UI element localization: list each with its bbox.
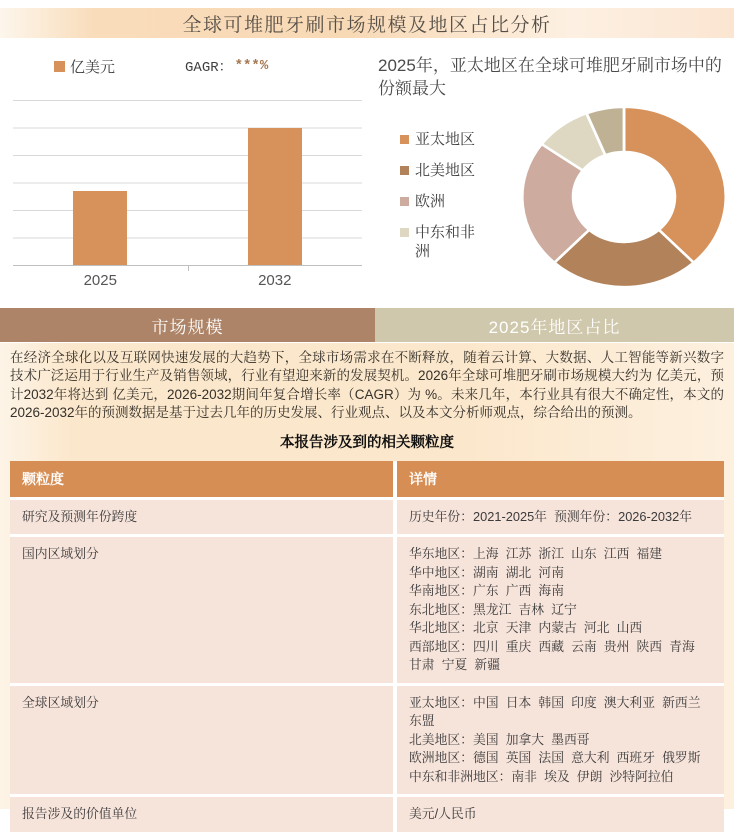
bar-2025 [73, 191, 127, 265]
detail-line: 北美地区：美国 加拿大 墨西哥 [409, 731, 590, 747]
legend-swatch-icon [400, 197, 409, 206]
detail-line: 中东和非洲地区：南非 埃及 伊朗 沙特阿拉伯 [409, 768, 674, 784]
row-name-cell: 国内区域划分 [10, 536, 395, 685]
bar-2032 [248, 128, 302, 265]
header-cell-granularity: 颗粒度 [10, 461, 395, 499]
row-name-cell: 全球区域划分 [10, 684, 395, 796]
granularity-table [10, 461, 724, 835]
table-row [10, 796, 724, 834]
market-size-bar-chart [0, 54, 372, 306]
pie-legend-item: 欧洲 [400, 192, 516, 211]
header-cell-detail: 详情 [395, 461, 724, 499]
legend-swatch-icon [400, 135, 409, 144]
bar-plot-area [13, 100, 362, 266]
row-detail-cell [395, 796, 724, 834]
legend-swatch-icon [400, 166, 409, 175]
donut-chart [516, 104, 732, 290]
page-title: 全球可堆肥牙刷市场规模及地区占比分析 [182, 14, 552, 36]
pie-legend [400, 130, 516, 290]
table-row [10, 498, 724, 536]
detail-line: 东北地区：黑龙江 吉林 辽宁 [409, 601, 577, 617]
donut-svg [519, 104, 729, 290]
table-row [10, 536, 724, 685]
pie-legend-item: 亚太地区 [400, 130, 516, 149]
detail-line: 历史年份：2021-2025年 预测年份：2026-2032年 [409, 508, 693, 524]
report-content [0, 343, 734, 822]
tab-region-share-2025[interactable]: 2025年地区占比 [375, 308, 734, 342]
detail-line: 欧洲地区：德国 英国 法国 意大利 西班牙 俄罗斯 [409, 750, 701, 766]
detail-line: 华北地区：北京 天津 内蒙古 河北 山西 [409, 620, 643, 636]
x-label-2032: 2032 [258, 272, 292, 289]
legend-swatch-icon [400, 228, 409, 237]
row-name-cell: 报告涉及的价值单位 [10, 796, 395, 834]
detail-line: 西部地区：四川 重庆 西藏 云南 贵州 陕西 青海 甘肃 宁夏 新疆 [409, 638, 702, 673]
table-row [10, 684, 724, 796]
x-label-2025: 2025 [83, 272, 117, 289]
title-band [0, 8, 734, 38]
cagr-value: ***% [234, 58, 269, 74]
row-name-cell: 研究及预测年份跨度 [10, 498, 395, 536]
granularity-table-title: 本报告涉及到的相关颗粒度 [280, 434, 454, 451]
region-share-pie-chart [372, 54, 734, 306]
tab-bar [0, 308, 734, 342]
pie-legend-item: 北美地区 [400, 161, 516, 180]
row-detail-cell [395, 684, 724, 796]
detail-line: 华中地区：湖南 湖北 河南 [409, 564, 564, 580]
table-header-row [10, 461, 724, 499]
charts-row [0, 54, 734, 306]
bar-chart-legend [0, 54, 372, 78]
bar-x-axis [13, 272, 362, 289]
report-paragraph: 在经济全球化以及互联网快速发展的大趋势下，全球市场需求在不断释放，随着云计算、大数据、人工智能等新兴数字技术广泛运用于行业生产及销售领域，行业有望迎来新的发展契机。2026年全球可堆肥牙刷市场规模大约为 亿美元，预计2032年将达到 亿美元，2026-2032期间年复合增长率（CAGR）为 %。未来几年，本行业具有很大不确定性，本文的2026-2032年的预测数据是基于过去几年的历史发展、行业观点、以及本文分析师观点，综合给出的预测。 [10, 350, 724, 421]
pie-legend-item: 中东和非洲 [400, 223, 516, 261]
detail-line: 美元/人民币 [409, 806, 477, 822]
bar-legend-label: 亿美元 [70, 58, 116, 76]
cagr-label: GAGR： [185, 60, 233, 76]
detail-line: 华东地区：上海 江苏 浙江 山东 江西 福建 [409, 546, 663, 562]
legend-swatch-icon [54, 61, 65, 72]
row-detail-cell [395, 536, 724, 685]
detail-line: 亚太地区：中国 日本 韩国 印度 澳大利亚 新西兰 东盟 [409, 694, 708, 729]
row-detail-cell [395, 498, 724, 536]
detail-line: 华南地区：广东 广西 海南 [409, 583, 564, 599]
tab-market-size[interactable]: 市场规模 [0, 308, 375, 342]
pie-chart-title: 2025年，亚太地区在全球可堆肥牙刷市场中的份额最大 [378, 56, 722, 98]
